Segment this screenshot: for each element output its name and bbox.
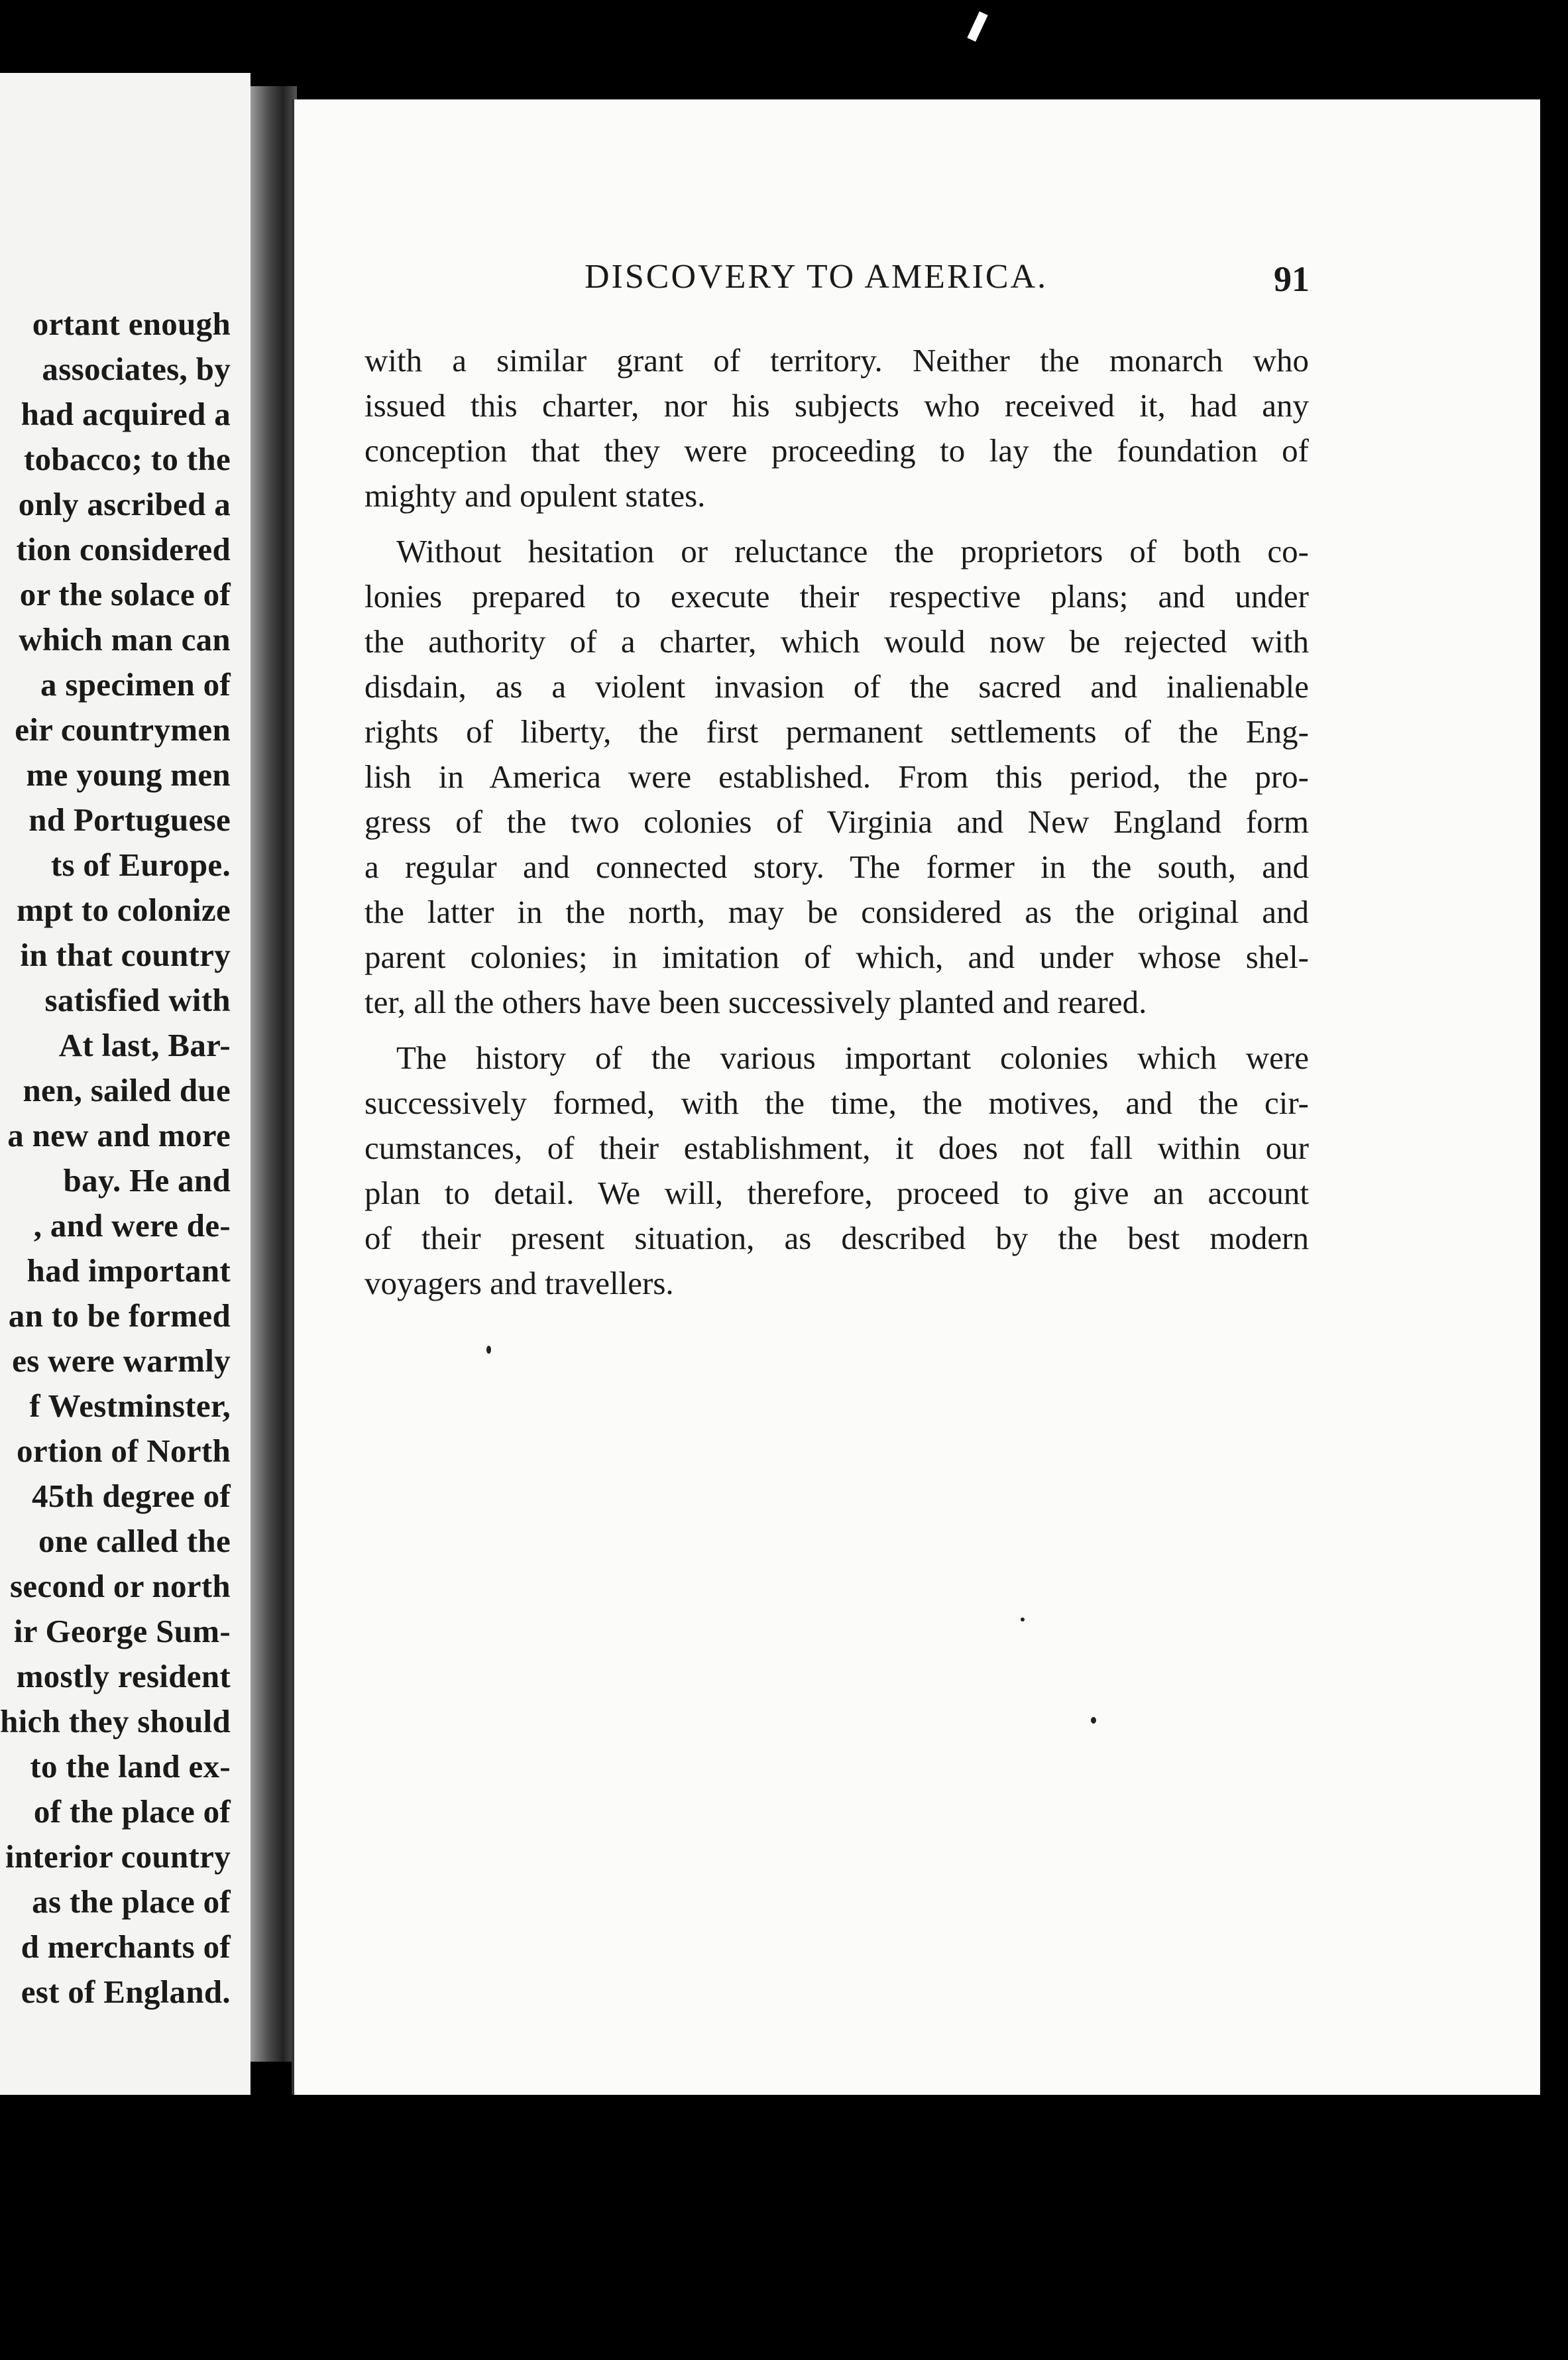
text-line: voyagers and travellers. xyxy=(364,1265,674,1301)
text-line: plan to detail. We will, therefore, proceed to give an account xyxy=(364,1175,1309,1211)
left-page-line: which man can xyxy=(19,621,231,658)
text-line: lish in America were established. From this period, the pro- xyxy=(364,758,1309,795)
text-line: the latter in the north, may be considered as the original and xyxy=(364,894,1309,930)
left-page-line: satisfied with xyxy=(44,982,231,1018)
paragraph xyxy=(364,338,1309,518)
text-line: gress of the two colonies of Virginia and New England form xyxy=(364,803,1309,840)
left-page-line: one called the xyxy=(38,1523,231,1559)
left-page-line: a new and more xyxy=(7,1117,231,1153)
left-page-line: had acquired a xyxy=(21,396,231,432)
left-page-line: or the solace of xyxy=(19,576,231,613)
left-page-line: only ascribed a xyxy=(18,486,231,522)
scan-speck xyxy=(1021,1618,1025,1622)
text-line: disdain, as a violent invasion of the sacred and inalienable xyxy=(364,668,1309,705)
left-page-line: es were warmly xyxy=(12,1342,231,1379)
left-page-line: me young men xyxy=(26,756,231,793)
left-page-line: mpt to colonize xyxy=(17,892,231,928)
left-page-line: an to be formed xyxy=(8,1297,231,1334)
text-line: a regular and connected story. The former in the south, and xyxy=(364,849,1309,885)
text-line: rights of liberty, the first permanent settlements of the Eng- xyxy=(364,713,1309,750)
left-page-text xyxy=(0,302,231,2015)
left-page-line: tion considered xyxy=(16,531,231,567)
left-page-line: est of England. xyxy=(21,1974,231,2010)
left-page-line: eir countrymen xyxy=(15,711,231,748)
body-text xyxy=(364,338,1309,1317)
text-line: cumstances, of their establishment, it does not fall within our xyxy=(364,1130,1309,1166)
left-page-line: in that country xyxy=(20,937,231,973)
left-page-line: hich they should xyxy=(0,1703,231,1740)
scan-speck xyxy=(486,1346,491,1354)
left-facing-page xyxy=(0,73,251,2095)
running-title: DISCOVERY TO AMERICA. xyxy=(585,258,1048,296)
text-line: ter, all the others have been successively planted and reared. xyxy=(364,984,1147,1020)
left-page-line: second or north xyxy=(9,1568,231,1604)
text-line: lonies prepared to execute their respective plans; and under xyxy=(364,578,1309,615)
left-page-line: ortion of North xyxy=(17,1433,231,1469)
paragraph xyxy=(364,1035,1309,1306)
text-line: the authority of a charter, which would now be rejected with xyxy=(364,623,1309,660)
paragraph xyxy=(364,529,1309,1025)
left-page-line: ortant enough xyxy=(32,306,231,342)
left-page-line: mostly resident xyxy=(16,1658,231,1694)
text-line: of their present situation, as described by the best modern xyxy=(364,1220,1309,1256)
left-page-line: of the place of xyxy=(33,1793,231,1830)
text-line: successively formed, with the time, the motives, and the cir- xyxy=(364,1085,1309,1121)
left-page-line: nd Portuguese xyxy=(28,801,231,838)
scan-mark xyxy=(967,11,987,42)
text-line: conception that they were proceeding to lay the foundation of xyxy=(364,432,1309,469)
left-page-line: to the land ex- xyxy=(30,1748,231,1785)
text-line: issued this charter, nor his subjects who received it, had any xyxy=(364,387,1309,424)
left-page-line: d merchants of xyxy=(21,1928,231,1965)
right-page xyxy=(292,99,1540,2095)
left-page-line: ir George Sum- xyxy=(13,1613,231,1649)
left-page-line: tobacco; to the xyxy=(23,441,231,477)
left-page-line: 45th degree of xyxy=(32,1478,231,1514)
left-page-line: At last, Bar- xyxy=(58,1027,231,1063)
scan-speck xyxy=(1091,1717,1096,1724)
text-line: mighty and opulent states. xyxy=(364,477,706,514)
left-page-line: interior country xyxy=(5,1838,231,1875)
left-page-line: had important xyxy=(27,1252,231,1289)
text-line: parent colonies; in imitation of which, and under whose shel- xyxy=(364,939,1309,975)
left-page-line: as the place of xyxy=(32,1883,231,1920)
left-page-line: nen, sailed due xyxy=(23,1072,231,1108)
text-line: with a similar grant of territory. Neither the monarch who xyxy=(364,342,1309,379)
text-line: Without hesitation or reluctance the proprietors of both co- xyxy=(396,533,1309,569)
book-gutter xyxy=(251,86,297,2062)
page-number: 91 xyxy=(1274,259,1310,299)
text-line: The history of the various important colonies which were xyxy=(396,1039,1309,1076)
left-page-line: a specimen of xyxy=(40,666,231,703)
left-page-line: , and were de- xyxy=(33,1207,231,1244)
left-page-line: ts of Europe. xyxy=(50,847,231,883)
left-page-line: f Westminster, xyxy=(29,1387,231,1424)
left-page-line: bay. He and xyxy=(63,1162,231,1199)
left-page-line: associates, by xyxy=(42,351,231,387)
